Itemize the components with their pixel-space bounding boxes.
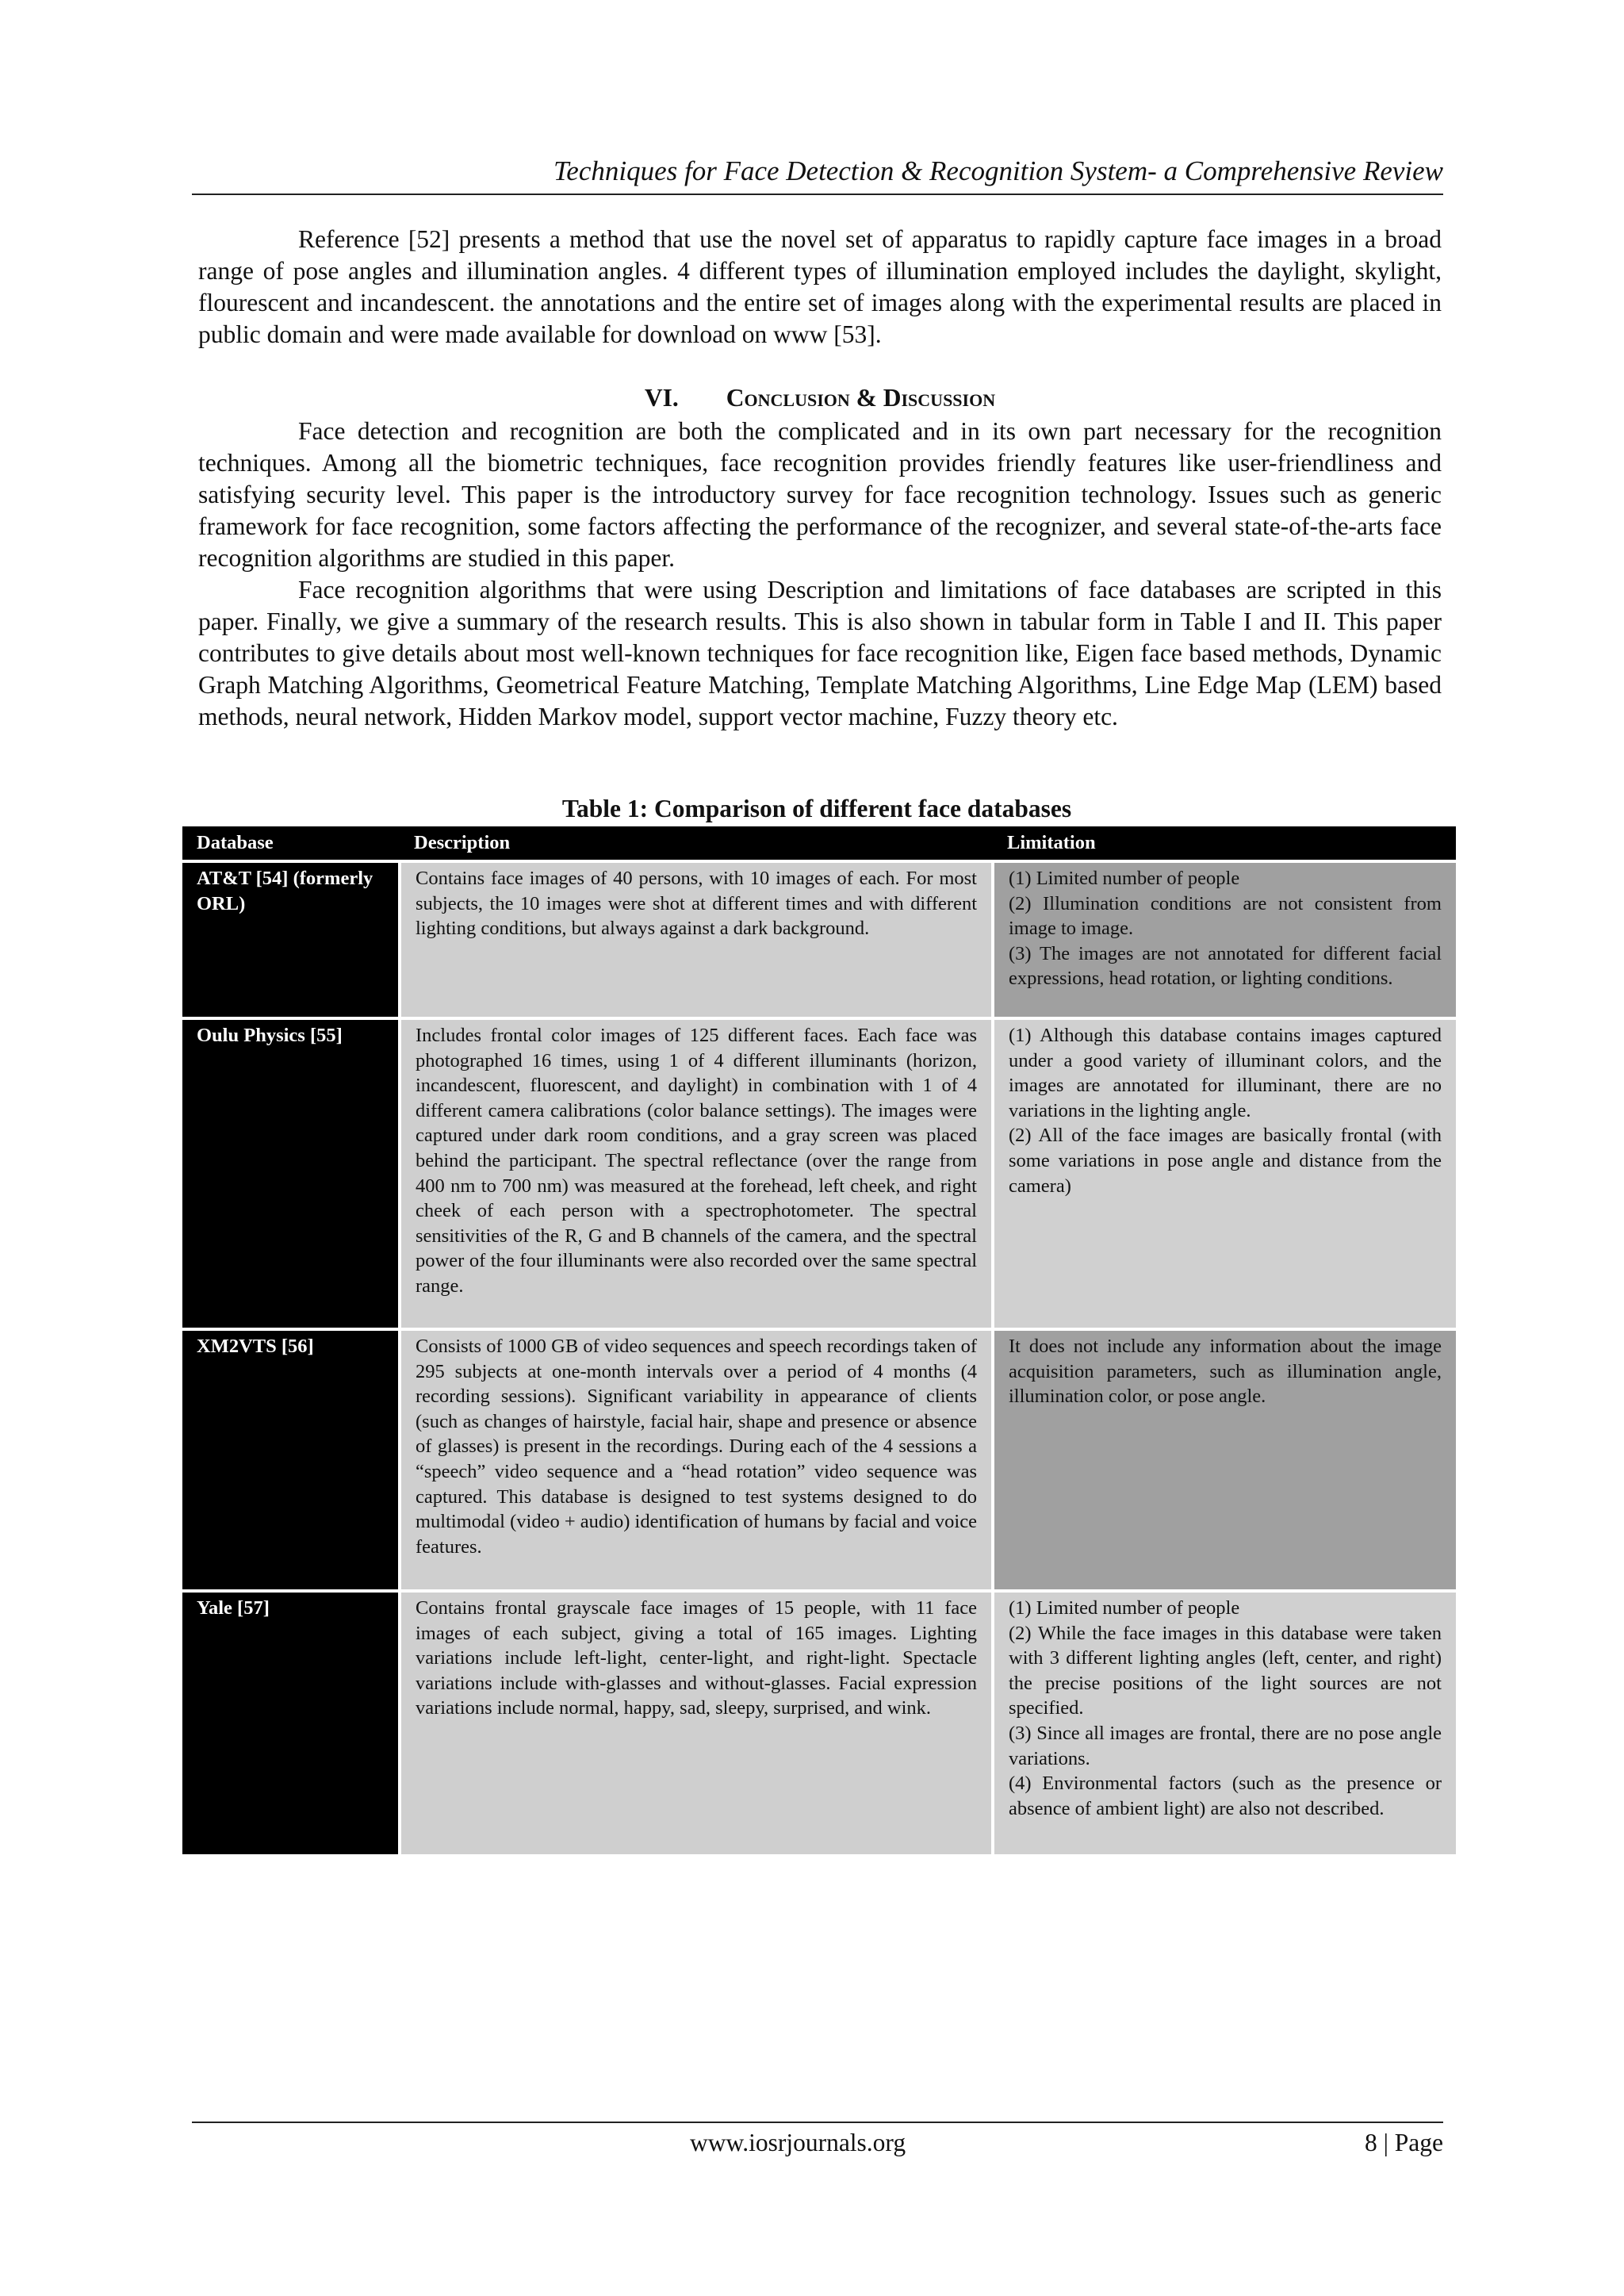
page-number: 8 | Page <box>1364 2129 1443 2156</box>
footer-url[interactable]: www.iosrjournals.org <box>690 2129 906 2156</box>
limitation-item: (2) While the face images in this database were taken with 3 different lighting angles (left, center, and right) the precise positions of the light sources are not specified. <box>1009 1622 1442 1719</box>
column-header-description: Description <box>400 826 993 861</box>
table-caption: Table 1: Comparison of different face databases <box>561 795 1072 822</box>
limitation-item: (4) Environmental factors (such as the presence or absence of ambient light) are also not described. <box>1009 1773 1442 1819</box>
limitation-cell <box>993 1018 1456 1329</box>
description-cell: Contains face images of 40 persons, with 10 images of each. For most subjects, the 10 images were shot at different times and with different lighting conditions, but always against a dark background. <box>400 861 993 1018</box>
limitation-item: (1) Although this database contains images captured under a good variety of illuminant colors, and the images are annotated for illuminant, there are no variations in the lighting angle. <box>1009 1025 1442 1121</box>
face-databases-table <box>182 826 1456 1857</box>
section-title: Conclusion & Discussion <box>726 384 996 412</box>
running-head: Techniques for Face Detection & Recognition System- a Comprehensive Review <box>553 155 1443 186</box>
description-cell: Includes frontal color images of 125 different faces. Each face was photographed 16 times, using 1 of 4 different illuminants (horizon, incandescent, fluorescent, and daylight) in combination with 1 of 4 different camera calibrations (color balance settings). The images were captured under dark room conditions, and a gray screen was placed behind the participant. The spectral reflectance (over the range from 400 nm to 700 nm) was measured at the forehead, left cheek, and right cheek of each person with a spectrophotometer. The spectral sensitivities of the R, G and B channels of the camera, and the spectral power of the four illuminants were also recorded over the same spectral range. <box>400 1018 993 1329</box>
limitation-cell <box>993 861 1456 1018</box>
table-header-row <box>182 826 1456 861</box>
database-name-cell: Oulu Physics [55] <box>182 1018 400 1329</box>
limitation-cell <box>993 1329 1456 1591</box>
limitation-item: (2) Illumination conditions are not consistent from image to image. <box>1009 892 1442 940</box>
limitation-item: (3) Since all images are frontal, there are no pose angle variations. <box>1009 1722 1442 1769</box>
limitation-cell <box>993 1591 1456 1856</box>
table-row <box>182 1591 1456 1856</box>
limitation-item: (1) Limited number of people <box>1009 1597 1240 1619</box>
limitation-item: (1) Limited number of people <box>1009 868 1240 889</box>
header-rule <box>192 194 1443 195</box>
section-number: VI. <box>644 384 679 412</box>
column-header-database: Database <box>182 826 400 861</box>
limitation-item: (2) All of the face images are basically frontal (with some variations in pose angle and distance from the camera) <box>1009 1125 1442 1197</box>
description-cell: Consists of 1000 GB of video sequences and speech recordings taken of 295 subjects at one-month intervals over a period of 4 months (4 recording sessions). Significant variability in appearance of clients (such as changes of hairstyle, facial hair, shape and presence or absence of glasses) is present in the recordings. During each of the 4 sessions a “speech” video sequence and a “head rotation” video sequence was captured. This database is designed to test systems designed to do multimodal (video + audio) identification of humans by facial and voice features. <box>400 1329 993 1591</box>
table-row <box>182 1329 1456 1591</box>
paragraph-conclusion-2: Face recognition algorithms that were using Description and limitations of face databases are scripted in this paper. Finally, we give a summary of the research results. This is also shown in tabular form in Table I and II. This paper contributes to give details about most well-known techniques for face recognition like, Eigen face based methods, Dynamic Graph Matching Algorithms, Geometrical Feature Matching, Template Matching Algorithms, Line Edge Map (LEM) based methods, neural network, Hidden Markov model, support vector machine, Fuzzy theory etc. <box>198 576 1442 730</box>
table-row <box>182 861 1456 1018</box>
table-row <box>182 1018 1456 1329</box>
paragraph-conclusion-1: Face detection and recognition are both the complicated and in its own part necessary for the recognition techniques. Among all the biometric techniques, face recognition provides friendly features like user-friendliness and satisfying security level. This paper is the introductory survey for face recognition technology. Issues such as generic framework for face recognition, some factors affecting the performance of the recognizer, and several state-of-the-arts face recognition algorithms are studied in this paper. <box>198 417 1442 572</box>
limitation-item: (3) The images are not annotated for different facial expressions, head rotation, or lighting conditions. <box>1009 942 1442 990</box>
description-cell: Contains frontal grayscale face images of 15 people, with 11 face images of each subject, giving a total of 165 images. Lighting variations include left-light, center-light, and right-light. Spectacle variations include with-glasses and without-glasses. Facial expression variations include normal, happy, sad, sleepy, surprised, and wink. <box>400 1591 993 1856</box>
section-heading <box>198 382 1442 414</box>
database-name-cell: AT&T [54] (formerly ORL) <box>182 861 400 1018</box>
column-header-limitation: Limitation <box>993 826 1456 861</box>
limitation-item: It does not include any information about the image acquisition parameters, such as illumination angle, illumination color, or pose angle. <box>1009 1336 1442 1408</box>
footer-rule <box>192 2122 1443 2123</box>
paragraph-reference-52: Reference [52] presents a method that use the novel set of apparatus to rapidly capture face images in a broad range of pose angles and illumination angles. 4 different types of illumination employed includes the daylight, skylight, flourescent and incandescent. the annotations and the entire set of images along with the experimental results are placed in public domain and were made available for download on www [53]. <box>198 225 1442 348</box>
database-name-cell: XM2VTS [56] <box>182 1329 400 1591</box>
database-name-cell: Yale [57] <box>182 1591 400 1856</box>
